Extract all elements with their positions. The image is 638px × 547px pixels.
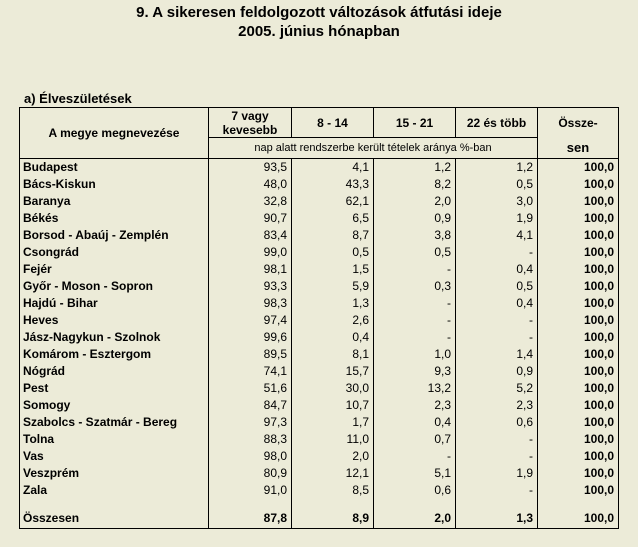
data-table xyxy=(19,107,619,529)
county-name: Bács-Kiskun xyxy=(20,176,209,193)
value-15-21: 0,5 xyxy=(374,244,456,261)
table-row xyxy=(20,363,619,380)
value-8-14: 30,0 xyxy=(292,380,374,397)
table-row xyxy=(20,431,619,448)
value-8-14: 0,4 xyxy=(292,329,374,346)
value-7-or-less: 97,4 xyxy=(209,312,292,329)
value-15-21: - xyxy=(374,448,456,465)
value-15-21: 0,9 xyxy=(374,210,456,227)
spacer-row xyxy=(20,499,619,509)
table-row xyxy=(20,482,619,499)
report-title: 9. A sikeresen feldolgozott változások átfutási ideje xyxy=(136,4,502,21)
value-8-14: 43,3 xyxy=(292,176,374,193)
value-total: 100,0 xyxy=(538,465,619,482)
value-22-plus: 0,5 xyxy=(456,278,538,295)
value-8-14: 4,1 xyxy=(292,159,374,177)
value-15-21: 2,0 xyxy=(374,509,456,529)
value-15-21: - xyxy=(374,329,456,346)
value-total: 100,0 xyxy=(538,193,619,210)
table-row xyxy=(20,465,619,482)
table-row xyxy=(20,397,619,414)
value-total: 100,0 xyxy=(538,295,619,312)
value-8-14: 1,3 xyxy=(292,295,374,312)
value-22-plus: - xyxy=(456,482,538,499)
header-col-22-plus: 22 és több xyxy=(456,108,538,138)
table-row xyxy=(20,193,619,210)
value-15-21: 13,2 xyxy=(374,380,456,397)
value-8-14: 8,5 xyxy=(292,482,374,499)
county-name: Szabolcs - Szatmár - Bereg xyxy=(20,414,209,431)
table-row xyxy=(20,312,619,329)
value-15-21: - xyxy=(374,261,456,278)
value-total: 100,0 xyxy=(538,397,619,414)
county-name: Pest xyxy=(20,380,209,397)
table-row xyxy=(20,210,619,227)
value-7-or-less: 90,7 xyxy=(209,210,292,227)
value-15-21: 0,7 xyxy=(374,431,456,448)
table-row xyxy=(20,176,619,193)
value-15-21: 0,4 xyxy=(374,414,456,431)
table-row xyxy=(20,329,619,346)
value-7-or-less: 98,3 xyxy=(209,295,292,312)
value-total: 100,0 xyxy=(538,414,619,431)
value-8-14: 1,7 xyxy=(292,414,374,431)
table-row xyxy=(20,414,619,431)
value-total: 100,0 xyxy=(538,261,619,278)
value-7-or-less: 99,6 xyxy=(209,329,292,346)
value-7-or-less: 93,5 xyxy=(209,159,292,177)
value-8-14: 62,1 xyxy=(292,193,374,210)
value-7-or-less: 98,0 xyxy=(209,448,292,465)
county-name: Borsod - Abaúj - Zemplén xyxy=(20,227,209,244)
table-body xyxy=(20,159,619,529)
table-row xyxy=(20,448,619,465)
table-row xyxy=(20,227,619,244)
county-name: Csongrád xyxy=(20,244,209,261)
value-7-or-less: 88,3 xyxy=(209,431,292,448)
value-7-or-less: 98,1 xyxy=(209,261,292,278)
table-row xyxy=(20,346,619,363)
table-row xyxy=(20,278,619,295)
header-county: A megye megnevezése xyxy=(20,108,209,159)
value-22-plus: 0,5 xyxy=(456,176,538,193)
value-15-21: 2,3 xyxy=(374,397,456,414)
value-7-or-less: 51,6 xyxy=(209,380,292,397)
value-8-14: 15,7 xyxy=(292,363,374,380)
county-name: Vas xyxy=(20,448,209,465)
value-7-or-less: 83,4 xyxy=(209,227,292,244)
value-22-plus: 1,9 xyxy=(456,465,538,482)
header-total-bottom: sen xyxy=(538,138,619,159)
county-name: Zala xyxy=(20,482,209,499)
value-22-plus: 5,2 xyxy=(456,380,538,397)
county-name: Tolna xyxy=(20,431,209,448)
value-total: 100,0 xyxy=(538,244,619,261)
value-15-21: 3,8 xyxy=(374,227,456,244)
county-name: Komárom - Esztergom xyxy=(20,346,209,363)
value-8-14: 1,5 xyxy=(292,261,374,278)
value-22-plus: 0,9 xyxy=(456,363,538,380)
table-row xyxy=(20,244,619,261)
value-7-or-less: 99,0 xyxy=(209,244,292,261)
value-7-or-less: 91,0 xyxy=(209,482,292,499)
table-row xyxy=(20,295,619,312)
value-15-21: 8,2 xyxy=(374,176,456,193)
value-7-or-less: 74,1 xyxy=(209,363,292,380)
value-7-or-less: 32,8 xyxy=(209,193,292,210)
county-name: Veszprém xyxy=(20,465,209,482)
county-name: Hajdú - Bihar xyxy=(20,295,209,312)
value-22-plus: 1,9 xyxy=(456,210,538,227)
county-name: Győr - Moson - Sopron xyxy=(20,278,209,295)
value-15-21: 1,0 xyxy=(374,346,456,363)
table-row xyxy=(20,159,619,177)
county-name: Somogy xyxy=(20,397,209,414)
value-total: 100,0 xyxy=(538,278,619,295)
header-col-8-14: 8 - 14 xyxy=(292,108,374,138)
value-22-plus: 2,3 xyxy=(456,397,538,414)
value-7-or-less: 48,0 xyxy=(209,176,292,193)
value-22-plus: 0,4 xyxy=(456,295,538,312)
value-total: 100,0 xyxy=(538,380,619,397)
value-8-14: 11,0 xyxy=(292,431,374,448)
county-name: Baranya xyxy=(20,193,209,210)
value-22-plus: 4,1 xyxy=(456,227,538,244)
value-15-21: 5,1 xyxy=(374,465,456,482)
value-7-or-less: 97,3 xyxy=(209,414,292,431)
value-7-or-less: 87,8 xyxy=(209,509,292,529)
value-7-or-less: 93,3 xyxy=(209,278,292,295)
value-22-plus: - xyxy=(456,431,538,448)
value-8-14: 5,9 xyxy=(292,278,374,295)
value-22-plus: 3,0 xyxy=(456,193,538,210)
value-15-21: - xyxy=(374,295,456,312)
value-8-14: 0,5 xyxy=(292,244,374,261)
value-total: 100,0 xyxy=(538,363,619,380)
county-name: Fejér xyxy=(20,261,209,278)
value-8-14: 2,0 xyxy=(292,448,374,465)
value-total: 100,0 xyxy=(538,312,619,329)
header-col-7-or-less: 7 vagy kevesebb xyxy=(209,108,292,138)
value-8-14: 10,7 xyxy=(292,397,374,414)
value-total: 100,0 xyxy=(538,509,619,529)
value-15-21: 0,3 xyxy=(374,278,456,295)
summary-row xyxy=(20,509,619,529)
value-total: 100,0 xyxy=(538,346,619,363)
value-8-14: 8,7 xyxy=(292,227,374,244)
table-row xyxy=(20,380,619,397)
value-8-14: 8,9 xyxy=(292,509,374,529)
county-name: Nógrád xyxy=(20,363,209,380)
value-22-plus: - xyxy=(456,244,538,261)
value-8-14: 2,6 xyxy=(292,312,374,329)
value-total: 100,0 xyxy=(538,159,619,177)
county-name: Budapest xyxy=(20,159,209,177)
value-total: 100,0 xyxy=(538,431,619,448)
value-15-21: 9,3 xyxy=(374,363,456,380)
value-22-plus: - xyxy=(456,312,538,329)
value-7-or-less: 84,7 xyxy=(209,397,292,414)
value-22-plus: - xyxy=(456,329,538,346)
value-total: 100,0 xyxy=(538,176,619,193)
value-8-14: 8,1 xyxy=(292,346,374,363)
value-22-plus: 0,4 xyxy=(456,261,538,278)
value-15-21: 0,6 xyxy=(374,482,456,499)
header-col-15-21: 15 - 21 xyxy=(374,108,456,138)
header-total-top: Össze- xyxy=(538,108,619,138)
table-row xyxy=(20,261,619,278)
value-22-plus: 1,3 xyxy=(456,509,538,529)
value-15-21: 2,0 xyxy=(374,193,456,210)
county-name: Összesen xyxy=(20,509,209,529)
county-name: Heves xyxy=(20,312,209,329)
section-heading: a) Élveszületések xyxy=(24,91,132,106)
value-8-14: 12,1 xyxy=(292,465,374,482)
value-15-21: - xyxy=(374,312,456,329)
value-total: 100,0 xyxy=(538,482,619,499)
value-total: 100,0 xyxy=(538,329,619,346)
county-name: Békés xyxy=(20,210,209,227)
value-total: 100,0 xyxy=(538,210,619,227)
report-subtitle: 2005. június hónapban xyxy=(238,23,400,40)
value-22-plus: 1,4 xyxy=(456,346,538,363)
county-name: Jász-Nagykun - Szolnok xyxy=(20,329,209,346)
value-total: 100,0 xyxy=(538,448,619,465)
value-total: 100,0 xyxy=(538,227,619,244)
value-22-plus: 1,2 xyxy=(456,159,538,177)
value-7-or-less: 89,5 xyxy=(209,346,292,363)
header-subheader: nap alatt rendszerbe került tételek aránya %-ban xyxy=(209,138,538,159)
value-8-14: 6,5 xyxy=(292,210,374,227)
value-15-21: 1,2 xyxy=(374,159,456,177)
value-7-or-less: 80,9 xyxy=(209,465,292,482)
value-22-plus: - xyxy=(456,448,538,465)
value-22-plus: 0,6 xyxy=(456,414,538,431)
